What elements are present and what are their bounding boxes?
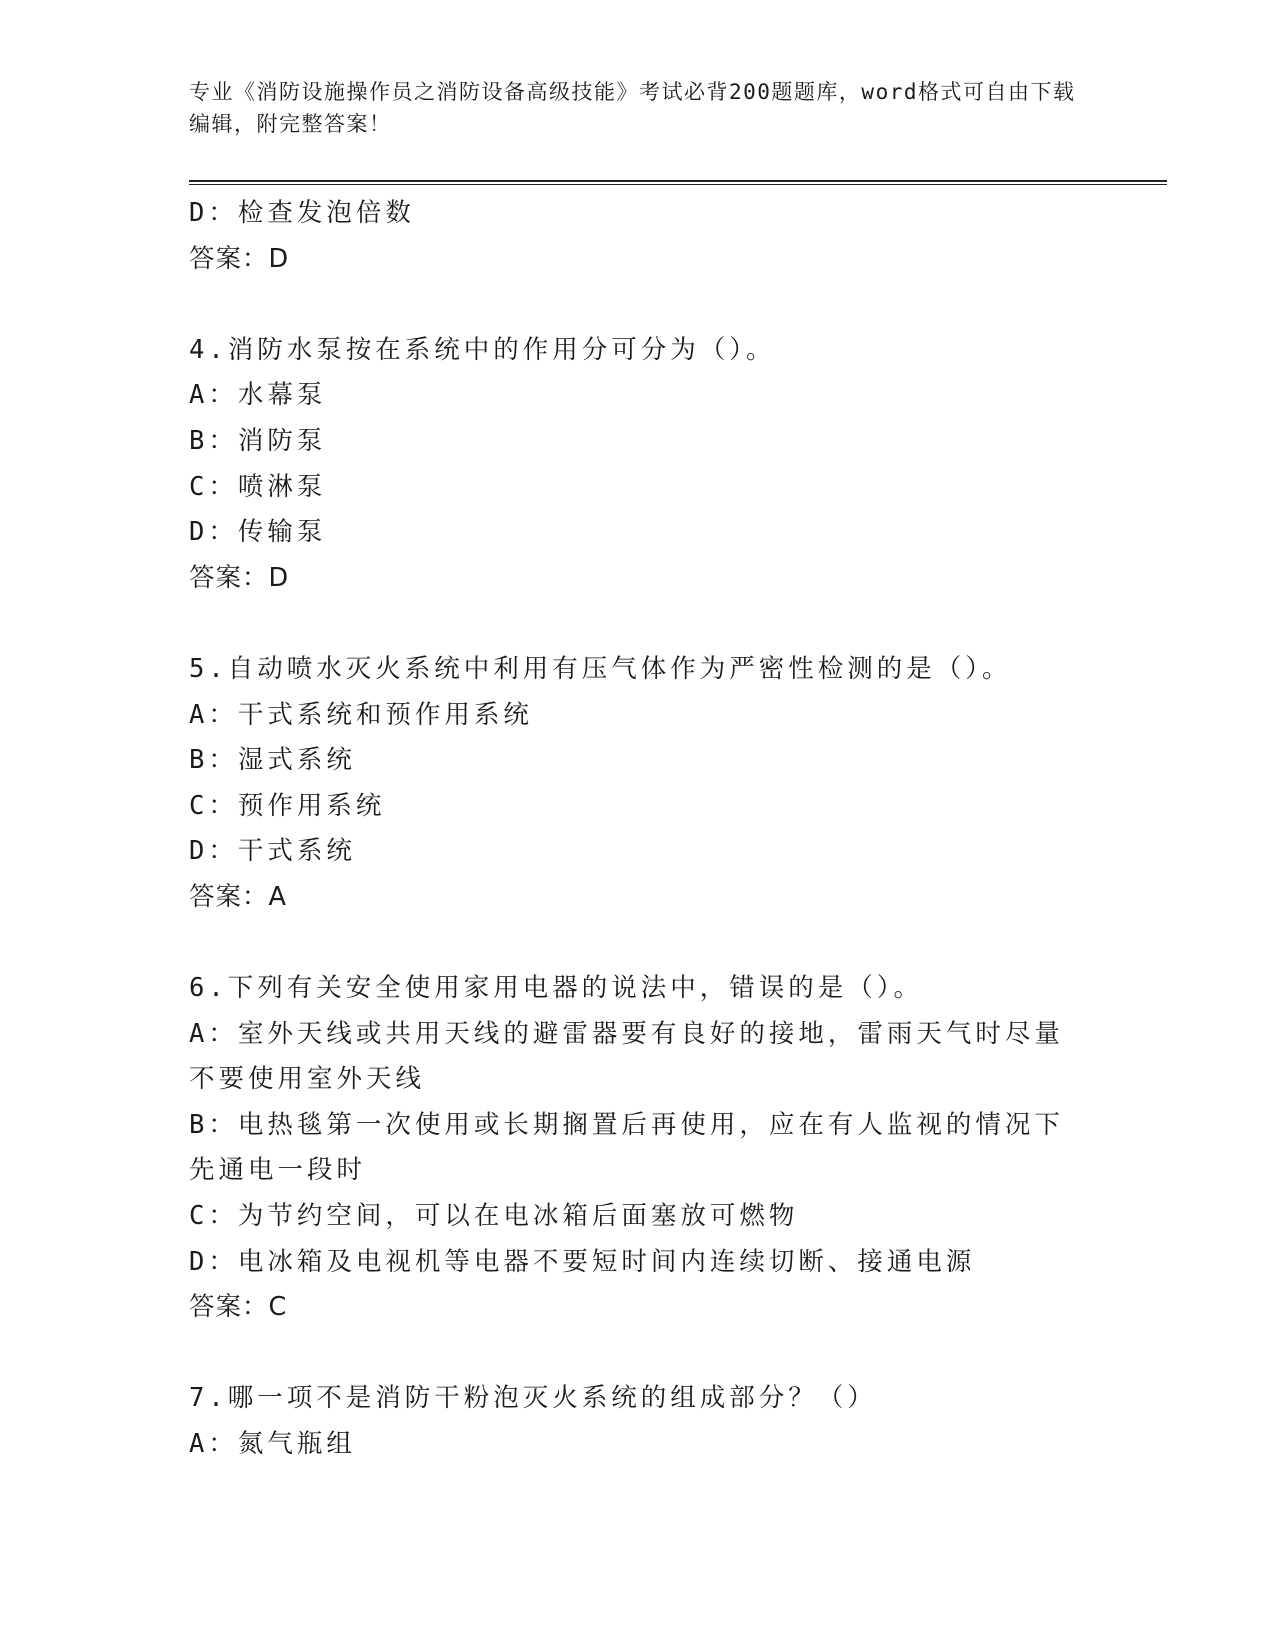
document-body — [189, 191, 1089, 1468]
header-divider-thick — [189, 180, 1167, 182]
option-d: D：检查发泡倍数 — [189, 198, 415, 228]
option-b: B：湿式系统 — [189, 745, 356, 776]
document-header: 专业《消防设施操作员之消防设备高级技能》考试必背200题题库，word格式可自由下载编辑，附完整答案！ — [189, 80, 1076, 136]
header-divider-thin — [189, 184, 1167, 185]
question-5 — [189, 647, 1089, 921]
answer-line: 答案：D — [189, 562, 290, 593]
spacer — [189, 921, 1089, 967]
spacer — [189, 282, 1089, 328]
question-7 — [189, 1376, 1089, 1467]
option-c: C：为节约空间，可以在电冰箱后面塞放可燃物 — [189, 1201, 799, 1232]
option-b: B：电热毯第一次使用或长期搁置后再使用，应在有人监视的情况下先通电一段时 — [189, 1109, 1064, 1186]
question-stem: 6.下列有关安全使用家用电器的说法中，错误的是（）。 — [189, 973, 923, 1004]
option-d: D：传输泵 — [189, 517, 327, 548]
question-stem: 4.消防水泵按在系统中的作用分可分为（）。 — [189, 334, 776, 365]
option-c: C：喷淋泵 — [189, 471, 327, 502]
option-c: C：预作用系统 — [189, 790, 386, 821]
question-stem: 7.哪一项不是消防干粉泡灭火系统的组成部分？（） — [189, 1383, 877, 1414]
option-a: A：水幕泵 — [189, 380, 327, 411]
option-a: A：干式系统和预作用系统 — [189, 699, 533, 730]
question-6 — [189, 966, 1089, 1331]
option-d: D：电冰箱及电视机等电器不要短时间内连续切断、接通电源 — [189, 1246, 976, 1277]
option-a: A：氮气瓶组 — [189, 1429, 356, 1460]
answer-line: 答案：A — [189, 881, 287, 912]
answer-line: 答案：C — [189, 1292, 288, 1323]
question-4 — [189, 328, 1089, 602]
option-b: B：消防泵 — [189, 425, 327, 456]
spacer — [189, 601, 1089, 647]
question-stem: 5.自动喷水灭火系统中利用有压气体作为严密性检测的是（）。 — [189, 653, 1012, 684]
option-a: A：室外天线或共用天线的避雷器要有良好的接地，雷雨天气时尽量不要使用室外天线 — [189, 1018, 1064, 1095]
option-d: D：干式系统 — [189, 836, 356, 867]
spacer — [189, 1331, 1089, 1377]
answer-line: 答案：D — [189, 243, 290, 274]
